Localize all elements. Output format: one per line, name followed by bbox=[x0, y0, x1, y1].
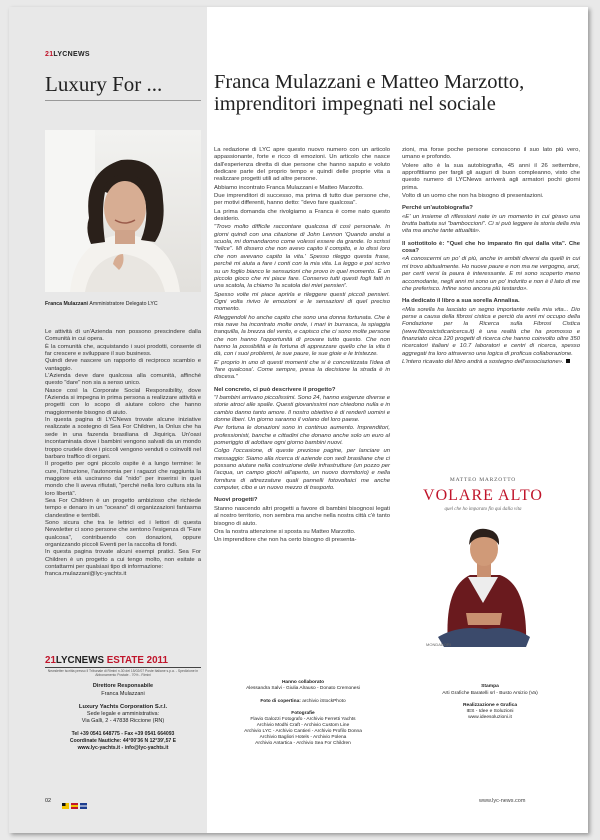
photo-credit-line: Archivio LYC - Archivio Cantieri - Archivio Profilo Donna bbox=[244, 729, 362, 734]
editorial-text: Le attività di un'Azienda non possono prescindere dalla Comunità in cui opera. È la comunità che, acquistando i suoi prodotti, consente di far crescere e sviluppare il suo business. Quindi deve nascere un rapporto di reciproco scambio e vantaggio. L'Azienda deve dare qualcosa alla comunità, affinché questo "dare" non sia a senso unico. Nasce così la Corporate Social Responsibility, dove l'Azienda si impegna in prima persona a realizzare attività e progetti con lo scopo di aiutare coloro che hanno maggiormente bisogno di aiuto. In questa pagina di LYCNews trovate alcune iniziative realizzate a sostegno di Sea For Children, la Onlus che ha sede in una fazenda brasiliana di Jiquiriça. Un'oasi incontaminata dove i bambini vengono salvati da un mondo troppo crudele dove i piccoli vengono venduti o coinvolti nel barbaro traffico di organi. Il progetto per ogni piccolo ospite è a lungo termine: le cure, l'istruzione, l'autonomia per i ragazzi che raggiunta la maggiore età usciranno dal "nido" per inserirsi in quel mondo che li aveva rifiutati, "perché nella loro cultura sta la loro libertà". Sea For Children è un progetto ambizioso che richiede tempo e denaro in un "oceano" di organizzazioni fantasma clandestine e terribili. Sono sicura che tra le lettrici ed i lettori di questa Newsletter ci sono persone che sentono l'esigenza di "Fare qualcosa", contribuendo con donazioni, oppure organizzando piccoli Eventi per la raccolta di fondi. In questa pagina trovate alcuni esempi pratici. Sea For Children è un progetto a cui tengo molto, non esitate a contattarmi per qualsiasi tipo di informazione: franca.mulazzani@lyc-yachts.it bbox=[45, 329, 201, 578]
nautical-coordinates: Coordinate Nautiche: 44°00'36 N 12°39',57 E bbox=[69, 738, 177, 744]
photo-credit-line: Archivio Antartica - Archivio Sea For Children bbox=[255, 741, 351, 746]
question-heading: Il sottotitolo è: "Quel che ho imparato fin qui dalla vita". Che cosa? bbox=[402, 240, 580, 255]
footer-website-link[interactable]: www.lyc-news.com bbox=[479, 798, 526, 804]
book-subtitle: quel che ho imparato fin qui dalla vita bbox=[444, 507, 522, 512]
question-heading: Nuovi progetti? bbox=[214, 497, 258, 504]
masthead-title: 21LYCNEWS ESTATE 2011 bbox=[45, 655, 201, 668]
caption-role: Amministratore Delegato LYC bbox=[89, 301, 158, 307]
publisher-name: Luxury Yachts Corporation S.r.l. bbox=[78, 704, 168, 710]
section-title: Luxury For ... bbox=[45, 72, 163, 96]
contributors-names: Alessandra Salvi - Giulia Alrauso - Donato Cremonesi bbox=[246, 686, 360, 691]
book-title: VOLARE ALTO bbox=[423, 487, 543, 504]
masthead-legal: Newsletter iscritta presso il Tribunale di Rimini n.30 del 15/02/07 Poste Italiane s.p.a. - Spedizione in Abbonamento Postale - 70% - Rimini bbox=[47, 669, 199, 677]
photo-caption bbox=[45, 301, 205, 307]
contact-links[interactable]: www.lyc-yachts.it - info@lyc-yachts.it bbox=[77, 745, 169, 751]
lycnews-logo: 21LYCNEWS bbox=[45, 51, 90, 58]
language-flags bbox=[62, 797, 88, 815]
photo-credit-line: Archivio Bagliori Hotels - Archivio Polena bbox=[259, 735, 347, 740]
photo-credits-heading: Fotografie bbox=[291, 711, 315, 716]
photo-credit-line: Flavio Galozzi Fotografo - Archivio Ferretti Yachts bbox=[250, 717, 356, 722]
contributors-heading: Hanno collaborato bbox=[281, 680, 325, 685]
address-heading: Sede legale e amministrativa: bbox=[86, 711, 160, 717]
end-mark bbox=[566, 359, 570, 363]
director-heading: Direttore Responsabile bbox=[92, 683, 154, 689]
photo-credit-line: Archivio Modhi Craft - Archivio Custom Line bbox=[256, 723, 350, 728]
article-column-2: zioni, ma forse poche persone conoscono il suo lato più vero, umano e profondo. Volere alto è la sua autobiografia, 45 anni il 26 settembre, approfittiamo per fargli gli auguri di buon compleanno, visto che questo numero di LYCNews arriverà agli armatori pochi giorni prima. Volto di un uomo che non ha bisogno di presentazioni. Perché un'autobiografia? «E' un insieme di riflessioni nate in un momento in cui giravo una brutta battuta sui "bamboccioni". Ci si può leggere la storia della mia vita ma anche tante attualità». Il sottotitolo è: "Quel che ho imparato fin qui dalla vita". Che cosa? «A conoscermi un po' di più, anche in ambiti diversi da quelli in cui mi trovo abitualmente. Ho nuove paure e non ma ne vergogno, anzi, per certi versi la paura è interessante. E mi sono scoperto meno accomodante, negli anni mi sono un po' indurito e non è il lato di me che preferisco. Infine sono ancora più testardo». Ha dedicato il libro a sua sorella Annalisa. «Mia sorella ha lasciato un segno importante nella mia vita... Dio perse a causa della fibrosi cistica e perciò da anni mi occupo della Fondazione per la Ricerca sulla Fibrosi Cistica (www.fibrosicisticaricerca.it) è una realtà che ha promosso e finanziato circa 120 progetti di ricerca che hanno coinvolto oltre 350 ricercatori italiani e 10.7 laboratori e centri di ricerca, spesso aggregati tra loro attraverso una logica di proficua collaborazione. L'intero ricavato del libro andrà a sostegno dell'associazione». bbox=[402, 147, 580, 365]
book-cover bbox=[408, 475, 558, 650]
caption-name: Franca Mulazzani bbox=[45, 301, 88, 307]
question-heading: Perché un'autobiografia? bbox=[402, 205, 473, 212]
article-column-1: La redazione di LYC apre questo nuovo numero con un articolo appassionante, forte e ricco di emozioni. Un articolo che nasce dall'esperienza diretta di due persone che hanno saputo e voluto dedicare parte del proprio tempo e quindi delle proprie vita a realizzare progetti utili ad altre persone. Abbiamo incontrato Franca Mulazzani e Matteo Marzotto. Due imprenditori di successo, ma prima di tutto due persone che, per motivi differenti, hanno detto: "devo fare qualcosa". La prima domanda che rivolgiamo a Franca è come nato questo desiderio. "Trovo molto difficile raccontare qualcosa di così personale. In giorni quindi con una citazione di John Lennon 'Quando andai a scuola, mi domandarono come volessi essere da grande. Io scrissi "felice". Mi dissero che non avevo capito il compito, e io dissi loro che non avevano capito la vita.' Spesso rileggo questa frase, perché mi aiuta a fare i conti con la mia vita. La leggo e poi scrivo su un foglio bianco le sensazioni che provo in quel momento. È un piccolo gioco che mi piace fare. Conservo tutti questi fogli fatti in una scatola, la chiamo 'la scatola dei miei pensieri'. Spesso volte mi piace aprirla e rileggere questi piccoli pensieri. Ogni volta rivivo le emozioni e le sensazioni di quel preciso momento. Rileggendoli ho anche capito che sono una donna fortunata. Che è mia nave ha incontrato molte onde, i mari in burrasca, la spiaggia tranquilla, la brezza del vento, e capisco che ci sono molte persone che non hanno l'opportunità di provare tutto questo. Che non hanno la possibilità e la fortuna di apprezzare quello che la vita ti dà, con i suoi problemi, le sue paure, le sue gioie e le tristezze. E' proprio in uno di questi momenti che si è concretizzata l'idea di 'fare qualcosa'. Come sempre, presa la decisione la strada è in discesa." Nel concreto, ci può descrivere il progetto? "I bambini arrivano piccolissimi. Sono 24, hanno esigenze diverse e storie atroci alle spalle. Questi giovanissimi non chiedono nulla e in cambio danno tanto amore. Il nostro obiettivo è di renderli uomini e donne liberi. Un giorno saranno il volano del loro paese. Per fortuna le donazioni sono in continuo aumento. Imprenditori, professionisti, banche e cittadini che donano anche solo un euro al pomeriggio di adottare ogni giorno bambini nuovi. Colgo l'occasione, di queste preziose pagine, per lanciare un messaggio: Siamo alla ricerca di aziende con sedi brasiliane che ci possano aiutare nella costruzione delle infrastrutture (un pozzo per l'acqua, un campo giochi all'aperto, un nuovo dormitorio) e nella fornitura di attrezzature quali pannelli fotovoltaici me anche computer, cibo e un nuovo mezzo di trasporto. Nuovi progetti? Stanno nascendo altri progetti a favore di bambini bisognosi legati al nostro territorio, non sembra ma anche nella nostra città c'è tanto bisogno di aiuto. Ora la nostra attenzione si sposta su Matteo Marzotto. Un imprenditore che non ha certo bisogno di presenta- bbox=[214, 147, 390, 544]
design-agency-link[interactable]: www.ideesoluzioni.it bbox=[468, 715, 512, 720]
title-divider bbox=[45, 100, 201, 101]
book-author: MATTEO MARZOTTO bbox=[449, 477, 517, 483]
question-heading: Nel concreto, ci può descrivere il progetto? bbox=[214, 386, 336, 393]
email-link[interactable]: franca.mulazzani@lyc-yachts.it bbox=[45, 571, 127, 578]
portrait-photo bbox=[45, 130, 201, 292]
design-heading: Realizzazione e Grafica bbox=[462, 703, 518, 708]
design-agency: IES - Idee e Soluzioni bbox=[466, 709, 514, 714]
print-heading: Stampa bbox=[481, 684, 499, 689]
article-title: Franca Mulazzani e Matteo Marzotto, imprenditori impegnati nel sociale bbox=[214, 71, 525, 115]
page-number: 02 bbox=[45, 798, 52, 804]
cover-photo-credit: Foto di copertina: archivio iStockPhoto bbox=[260, 699, 346, 704]
director-name: Franca Mulazzani bbox=[101, 691, 145, 697]
printer: Arti Grafiche Baratelli srl - Busto Arsizio (Va) bbox=[442, 691, 538, 696]
phone-fax: Tel +39 0541 648775 - Fax +39 0541 664093 bbox=[71, 731, 175, 737]
magazine-page bbox=[9, 7, 588, 833]
question-heading: Ha dedicato il libro a sua sorella Annalisa. bbox=[402, 298, 520, 305]
address: Via Galli, 2 - 47838 Riccione (RN) bbox=[81, 718, 165, 724]
book-publisher: MONDADORI bbox=[426, 642, 451, 647]
